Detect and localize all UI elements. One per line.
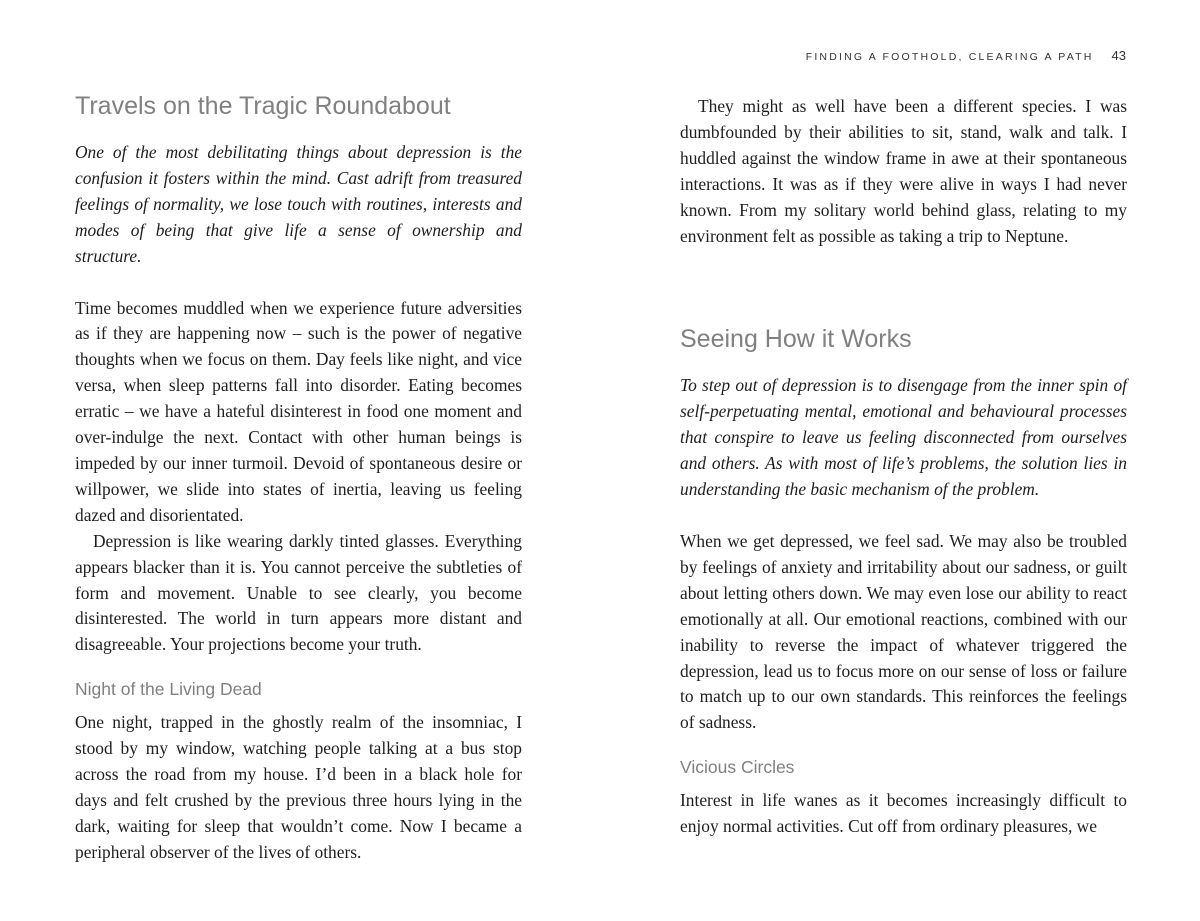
intro-paragraph-left: One of the most debilitating things about depression is the confusion it fosters within the mind. Cast adrift from treasured feelings of normality, we lose touch with routines, interests and modes of being that give life a sense of ownership and structure. [75, 142, 522, 266]
subheading-night-of-the-living-dead: Night of the Living Dead [75, 679, 262, 700]
running-head [806, 48, 1126, 63]
body-paragraph: Time becomes muddled when we experience future adversities as if they are happening now – such is the power of negative thoughts when we focus on them. Day feels like night, and vice versa, when sleep patterns fall into disorder. Eating becomes erratic – we have a hateful disinterest in food one moment and over-indulge the next. Contact with other human beings is impeded by our inner turmoil. Devoid of spontaneous desire or willpower, we slide into states of inertia, leaving us feeling dazed and disorientated. [75, 297, 522, 525]
section-heading-tragic-roundabout: Travels on the Tragic Roundabout [75, 92, 451, 120]
section-heading-seeing-how-it-works: Seeing How it Works [680, 325, 912, 354]
right-text-column [680, 94, 1127, 840]
page-number: 43 [1111, 48, 1126, 63]
right-page [600, 0, 1200, 921]
body-paragraph: Depression is like wearing darkly tinted glasses. Everything appears blacker than it is. You cannot perceive the subtleties of form and movement. Unable to see clearly, you become disinterested. The world in turn appears more distant and disagreeable. Your projections become your truth. [75, 530, 522, 655]
body-paragraph: When we get depressed, we feel sad. We may also be troubled by feelings of anxiety and irritability about our sadness, or guilt about letting others down. We may even lose our ability to react emotionally at all. Our emotional reactions, combined with our inability to reverse the impact of whatever triggered the depression, lead us to focus more on our sense of loss or failure to match up to our own standards. This reinforces the feelings of sadness. [680, 530, 1127, 733]
running-head-title: FINDING A FOOTHOLD, CLEARING A PATH [805, 51, 1094, 63]
body-paragraph: Interest in life wanes as it becomes increasingly difficult to enjoy normal activities. Cut off from ordinary pleasures, we [680, 790, 1127, 837]
intro-paragraph-right: To step out of depression is to disengage from the inner spin of self-perpetuating mental, emotional and behavioural processes that conspire to leave us feeling disconnected from ourselves and others. As with most of life’s problems, the solution lies in understanding the basic mechanism of the problem. [680, 375, 1127, 500]
body-paragraph: One night, trapped in the ghostly realm of the insomniac, I stood by my window, watching people talking at a bus stop across the road from my house. I’d been in a black hole for days and felt crushed by the previous three hours lying in the dark, waiting for sleep that wouldn’t come. Now I became a peripheral observer of the lives of others. [75, 712, 522, 862]
subheading-vicious-circles: Vicious Circles [680, 757, 795, 778]
left-text-column [75, 86, 522, 866]
body-paragraph: They might as well have been a different species. I was dumbfounded by their abilities to sit, stand, walk and talk. I huddled against the window frame in awe at their spontaneous interactions. It was as if they were alive in ways I had never known. From my solitary world behind glass, relating to my environment felt as possible as taking a trip to Neptune. [680, 96, 1127, 246]
